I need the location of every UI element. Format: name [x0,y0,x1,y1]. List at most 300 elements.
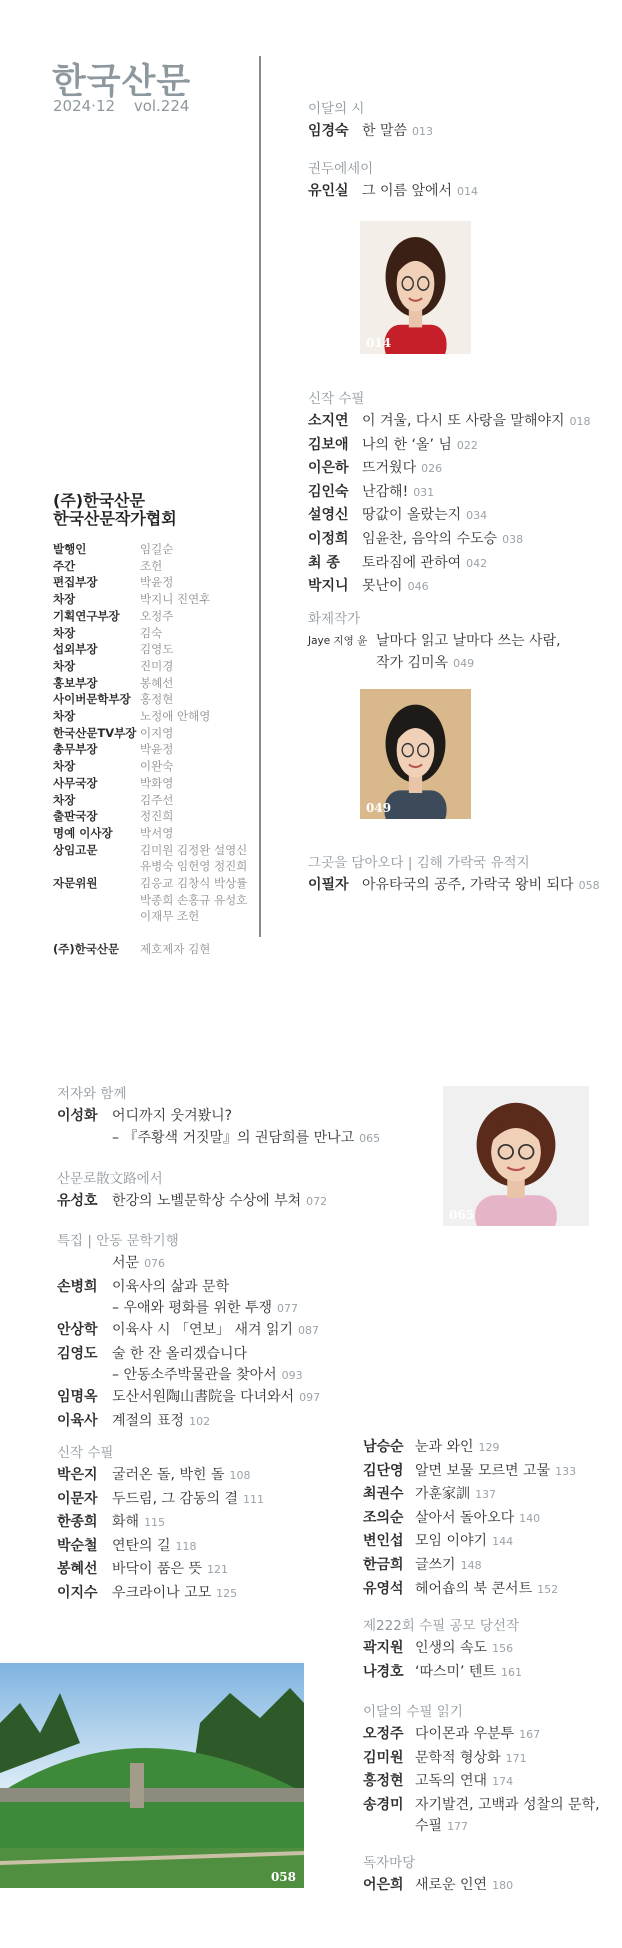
author-name: 봉혜선 [57,1561,98,1578]
page-number: 046 [407,580,429,594]
toc-entry[interactable] [57,1558,264,1582]
staff-row [53,608,247,625]
article-title [112,1464,250,1488]
page-number: 097 [299,1391,321,1405]
page-number: 077 [277,1302,299,1316]
toc-entry[interactable] [363,1661,522,1685]
staff-name-line: 임길순 [140,542,174,556]
title-line: 이 겨울, 다시 또 사랑을 말해야지 018 [362,413,591,429]
title-line: 자기발견, 고백과 성찰의 문학, [415,1796,600,1813]
staff-names [140,792,173,809]
title-line: 나의 한 ‘올’ 님 022 [362,436,478,453]
section-heading: 특집 | 안동 문학기행 [57,1233,179,1249]
author-name: 홍정현 [363,1773,404,1790]
toc-entry[interactable] [308,120,433,144]
staff-name-line: 김응교 김창식 박상률 [140,876,248,891]
title-line: 헤어숍의 북 콘서트 152 [415,1580,559,1597]
author-name: 김단영 [363,1462,404,1479]
page-number: 161 [500,1665,522,1679]
toc-section [308,159,478,204]
staff-name-line: 김미원 김정완 설영신 [140,842,248,857]
title-line: 모임 이야기 144 [415,1533,514,1550]
staff-row [53,641,247,658]
article-title [415,1661,522,1685]
article-title [112,1252,165,1276]
toc-entry[interactable] [57,1582,264,1606]
toc-entry[interactable] [308,481,591,505]
title-line: – 우애와 평화를 위한 투쟁 077 [112,1300,299,1317]
photo-page-label: 065 [449,1208,475,1222]
staff-names [140,574,173,591]
toc-entry[interactable] [308,552,591,576]
page-number: 049 [453,656,475,670]
staff-row [53,741,247,758]
staff-role: 사이버문학부장 [53,692,131,707]
staff-role: 한국산문TV부장 [53,725,137,740]
title-line: 문학적 형상화 171 [415,1749,527,1766]
page-number: 108 [229,1469,251,1482]
title-line: 다이몬과 우분투 167 [415,1726,541,1742]
author-name: 소지연 [308,413,349,429]
staff-row [53,558,247,575]
author-name: 곽지원 [363,1640,404,1656]
section-heading: 이달의 시 [308,101,365,117]
staff-role: 편집부장 [53,575,98,590]
toc-entry[interactable] [363,1770,600,1794]
page-number: 022 [456,438,478,452]
toc-section [308,853,600,898]
title-line: 날마다 읽고 날마다 쓰는 사람, [376,633,561,649]
page-number: 174 [492,1775,514,1789]
staff-name-line: 봉혜선 [140,675,174,690]
staff-names [140,641,173,658]
staff-role: 차장 [53,759,76,774]
article-title [112,1488,264,1512]
author-name: 이문자 [57,1490,98,1507]
title-line: 한강의 노벨문학상 수상에 부쳐 072 [112,1193,328,1209]
toc-entry[interactable] [308,180,478,204]
title-line: 바닥이 품은 뜻 121 [112,1561,229,1578]
toc-entry[interactable] [308,504,591,528]
title-line: 뜨거웠다 026 [362,460,443,477]
author-name: 박순철 [57,1537,98,1554]
toc-section [363,1436,576,1601]
toc-entry[interactable] [308,575,591,599]
staff-name-line: 박윤정 [140,575,174,590]
toc-entry[interactable] [57,1488,264,1512]
page-number: 148 [460,1558,482,1572]
article-title [362,504,487,528]
staff-role: (주)한국산문 [53,942,120,957]
staff-names [140,608,173,625]
staff-row [53,808,247,825]
staff-list [53,541,247,958]
page-number: 121 [207,1563,229,1577]
toc-entry[interactable] [57,1105,380,1149]
magazine-logo: 한국산문 [52,62,192,102]
toc-entry[interactable] [363,1530,576,1554]
article-title [376,630,561,674]
staff-name-line: 홍정현 [140,692,174,707]
title-line: ‘따스미’ 텐트 161 [415,1663,522,1680]
page-number: 102 [189,1414,211,1428]
toc-section [363,1853,513,1898]
photo-page-label: 049 [366,801,392,815]
title-line: 이육사의 삶과 문학 [112,1278,230,1295]
article-title [415,1770,513,1794]
page-number: 072 [306,1195,328,1208]
article-title [415,1460,576,1484]
staff-name-line: 이완숙 [140,759,174,774]
page-number: 026 [421,462,443,476]
staff-name-line: 박화영 [140,775,174,790]
staff-names [140,675,173,692]
article-title [112,1319,319,1343]
tomb-landscape-icon [0,1663,304,1888]
title-line: 연탄의 길 118 [112,1537,197,1554]
toc-entry[interactable] [57,1343,320,1387]
staff-names [140,842,247,875]
article-title [362,528,523,552]
title-line: 난감해! 031 [362,483,435,500]
staff-row [53,625,247,642]
author-name: 유인실 [308,183,349,199]
toc-entry[interactable] [308,874,600,898]
page-number: 018 [569,415,591,428]
staff-row [53,708,247,725]
staff-name-line: 오정주 [140,608,174,623]
toc-entry[interactable] [363,1554,576,1578]
staff-name-line: 박서영 [140,825,174,840]
author-name: 손병희 [57,1278,98,1295]
page-number: 180 [492,1879,514,1892]
author-name [57,1252,112,1276]
title-line: 그 이름 앞에서 014 [362,183,479,199]
toc-entry[interactable] [363,1436,576,1460]
author-name: 박지니 [308,578,349,595]
toc-entry[interactable] [308,410,591,434]
toc-entry[interactable] [57,1386,320,1410]
title-line: 못난이 046 [362,578,429,595]
title-line: 임윤찬, 음악의 수도승 038 [362,530,524,547]
staff-name-line: 이재무 조헌 [140,909,200,924]
page-number: 014 [457,185,479,198]
title-line: 도산서원陶山書院을 다녀와서 097 [112,1389,321,1406]
staff-name-line: 정진희 [140,809,174,824]
staff-row [53,691,247,708]
author-name: 김미원 [363,1749,404,1766]
toc-entry[interactable] [57,1511,264,1535]
page-number: 065 [359,1131,381,1145]
author-name: 오정주 [363,1726,404,1742]
toc-entry[interactable] [363,1637,522,1661]
title-line: 술 한 잔 올리겠습니다 [112,1345,248,1362]
title-line: 새로운 인연 180 [415,1877,514,1893]
staff-names [140,591,210,608]
article-title [112,1511,165,1535]
page-number: 118 [175,1539,197,1553]
staff-role: 차장 [53,792,76,807]
staff-names [140,775,173,792]
title-line: 알면 보물 모르면 고물 133 [415,1462,577,1479]
author-name: 유성호 [57,1193,98,1209]
section-heading: 이달의 수필 읽기 [363,1704,463,1720]
title-line: 글쓰기 148 [415,1556,482,1573]
staff-role: 자문위원 [53,876,98,891]
toc-entry[interactable] [363,1460,576,1484]
article-title [415,1723,540,1747]
section-heading: 신작 수필 [57,1445,114,1461]
toc-section [363,1616,522,1684]
toc-entry[interactable] [57,1252,320,1276]
staff-name-line: 노정애 안해영 [140,709,211,724]
toc-section [308,389,591,599]
author-name: 김영도 [57,1345,98,1362]
staff-row [53,941,247,958]
author-name: 남승순 [363,1439,404,1455]
toc-entry[interactable] [308,630,561,674]
article-title [362,120,433,144]
toc-section [363,1702,600,1837]
staff-role: 기획연구부장 [53,608,120,623]
author-name: 안상학 [57,1322,98,1339]
portrait-icon [443,1086,589,1226]
toc-section [57,1084,380,1149]
staff-name-line: 박지니 진연후 [140,592,211,607]
staff-names [140,875,247,925]
staff-role: 차장 [53,658,76,673]
photo-page-label: 014 [366,336,392,350]
staff-row [53,825,247,842]
author-name: Jaye 지영 윤 [308,635,368,647]
publisher-company: (주)한국산문 [53,491,145,510]
author-name: 한종희 [57,1514,98,1531]
page-number: 058 [578,879,600,892]
section-heading: 저자와 함께 [57,1086,127,1102]
title-line: 수필 177 [415,1818,469,1835]
author-name: 유영석 [363,1580,404,1597]
page-number: 042 [466,556,488,570]
title-line: 굴러온 돌, 박힌 돌 108 [112,1467,251,1483]
title-line: 아유타국의 공주, 가락국 왕비 되다 058 [362,877,600,893]
title-line: 토라짐에 관하여 042 [362,554,488,571]
staff-name-line: 박종희 손홍규 유성호 [140,892,248,907]
article-title [415,1530,513,1554]
article-title [362,874,600,898]
article-title [415,1874,513,1898]
author-name: 이정희 [308,530,349,547]
staff-role: 사무국장 [53,775,98,790]
staff-row [53,574,247,591]
staff-row [53,591,247,608]
portrait-icon [360,689,471,819]
section-heading: 권두에세이 [308,161,374,177]
toc-entry[interactable] [363,1507,576,1531]
article-title [362,410,591,434]
page-number: 167 [519,1728,541,1741]
article-title [415,1483,496,1507]
page-number: 093 [281,1369,303,1383]
author-name: 이성화 [57,1108,98,1124]
author-name: 이육사 [57,1412,98,1429]
staff-row [53,541,247,558]
page-number: 034 [466,509,488,523]
toc-section [308,99,433,144]
author-photo-kwon-damhee [443,1086,589,1226]
staff-names [140,758,173,775]
staff-name-line: 유병숙 임헌영 정진희 [140,859,248,874]
staff-role: 총무부장 [53,742,98,757]
author-name: 이지수 [57,1584,98,1601]
section-heading: 독자마당 [363,1855,416,1871]
title-line: 고독의 연대 174 [415,1773,514,1790]
article-title [112,1276,298,1320]
title-line: 가훈家訓 137 [415,1486,497,1503]
staff-name-line: 진미경 [140,658,174,673]
toc-entry[interactable] [363,1874,513,1898]
staff-names [140,708,210,725]
staff-row [53,875,247,925]
page-number: 013 [412,125,434,138]
issue-date: 2024·12 [53,97,116,115]
author-name: 이은하 [308,460,349,477]
toc-entry[interactable] [363,1723,600,1747]
author-name: 박은지 [57,1467,98,1483]
article-title [415,1436,500,1460]
article-title [362,434,478,458]
staff-names [140,741,173,758]
page-number: 133 [555,1464,577,1478]
title-line: 화해 115 [112,1514,166,1531]
article-title [362,552,487,576]
staff-names [140,691,173,708]
toc-entry[interactable] [363,1483,576,1507]
page-number: 140 [519,1511,541,1525]
staff-name-line: 김영도 [140,642,174,657]
page-number: 177 [447,1820,469,1834]
royal-tomb-photo [0,1663,304,1888]
page-number: 152 [537,1582,559,1596]
article-title [112,1105,380,1149]
toc-entry[interactable] [308,528,591,552]
page-number: 031 [413,485,435,499]
toc-section [57,1169,327,1214]
article-title [415,1747,527,1771]
article-title [415,1578,558,1602]
title-line: 살아서 돌아오다 140 [415,1509,541,1526]
article-title [112,1535,197,1559]
page-number: 038 [502,532,524,546]
staff-names [140,625,162,642]
title-line: 계절의 표정 102 [112,1412,211,1429]
toc-entry[interactable] [57,1535,264,1559]
staff-names [140,558,162,575]
toc-entry[interactable] [57,1464,264,1488]
issue-info [53,97,203,115]
publisher-association: 한국산문작가협회 [53,509,177,528]
publisher-name [53,492,177,528]
section-heading: 그곳을 담아오다 | 김해 가락국 유적지 [308,855,530,871]
page-number: 076 [144,1257,166,1270]
article-title [112,1343,303,1387]
section-heading: 화제작가 [308,611,361,627]
author-name: 최권수 [363,1486,404,1503]
staff-name-line: 박윤정 [140,742,174,757]
page-number: 144 [492,1535,514,1549]
toc-entry[interactable] [363,1578,576,1602]
article-title [415,1507,540,1531]
staff-row [53,792,247,809]
author-name: 설영신 [308,507,349,524]
staff-role: 차장 [53,625,76,640]
staff-role: 섭외부장 [53,642,98,657]
title-line: 서문 076 [112,1255,166,1271]
article-title [362,457,442,481]
page-number: 129 [478,1441,500,1454]
article-title [362,180,478,204]
staff-names [140,541,173,558]
staff-name-line: 이지영 [140,725,174,740]
staff-row [53,775,247,792]
staff-names [140,941,210,958]
toc-entry[interactable] [363,1794,600,1838]
article-title [112,1558,228,1582]
photo-page-label: 058 [270,1870,296,1884]
staff-role: 발행인 [53,542,87,556]
staff-names [140,658,173,675]
staff-name-line: 조헌 [140,558,163,573]
article-title [112,1386,320,1410]
title-line: – 『주황색 거짓말』의 권담희를 만나고 065 [112,1129,381,1146]
page-number: 111 [243,1492,264,1506]
article-title [415,1637,513,1661]
section-heading: 제222회 수필 공모 당선작 [363,1618,520,1634]
article-title [362,575,429,599]
toc-entry[interactable] [57,1190,327,1214]
article-title [112,1410,210,1434]
author-name: 송경미 [363,1796,404,1813]
staff-row [53,725,247,742]
section-heading: 산문로散文路에서 [57,1171,163,1187]
toc-entry[interactable] [57,1276,320,1320]
staff-role: 차장 [53,709,76,724]
toc-entry[interactable] [308,457,591,481]
staff-names [140,825,173,842]
title-line: 두드림, 그 감동의 결 111 [112,1490,264,1507]
title-line: 땅값이 올랐는지 034 [362,507,488,524]
toc-entry[interactable] [308,434,591,458]
title-line: 어디까지 웃겨봤니? [112,1108,233,1124]
article-title [112,1190,327,1214]
toc-entry[interactable] [363,1747,600,1771]
toc-entry[interactable] [57,1319,320,1343]
page-number: 115 [144,1516,166,1530]
author-name: 나경호 [363,1663,404,1680]
issue-volume: vol.224 [133,97,190,115]
title-line: 눈과 와인 129 [415,1439,500,1455]
staff-name-line: 제호제자 김현 [140,942,211,957]
author-name: 조의순 [363,1509,404,1526]
page-number: 087 [298,1324,320,1338]
author-photo-yu-insil [360,221,471,354]
staff-row [53,842,247,875]
page-number: 171 [505,1751,527,1765]
page-number: 156 [492,1642,514,1655]
staff-name-line: 김숙 [140,625,163,640]
toc-entry[interactable] [57,1410,320,1434]
title-line: 인생의 속도 156 [415,1640,514,1656]
section-heading: 신작 수필 [308,391,365,407]
